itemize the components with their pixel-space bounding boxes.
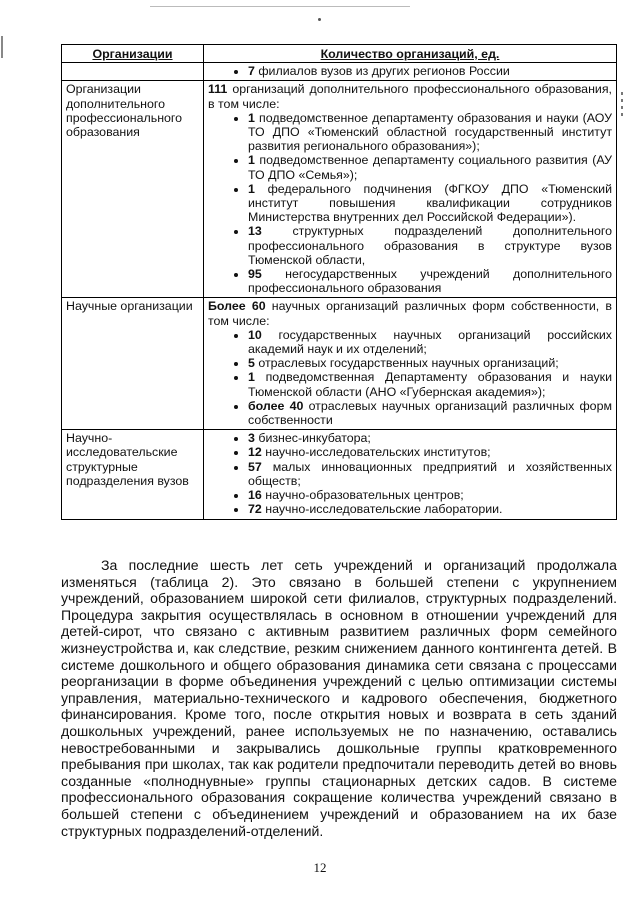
count-cell (204, 63, 617, 81)
scan-edge-mark (1, 36, 3, 58)
bullet-list (208, 64, 612, 78)
table-row (62, 63, 617, 81)
list-item: • 57 малых инновационных предприятий и хозяйственных обществ; (248, 460, 612, 488)
org-name-cell: Организации дополнительного профессионального образования (62, 81, 204, 298)
list-item: • 10 государственных научных организаций российских академий наук и их отделений; (248, 328, 612, 356)
list-item: • 16 научно-образовательных центров; (248, 488, 612, 502)
table-header-row (62, 45, 617, 63)
org-cell-empty (62, 63, 204, 81)
row-intro: Более 60 научных организаций различных форм собственности, в том числе: (208, 299, 612, 328)
row-intro: 111 организаций дополнительного профессионального образования, в том числе: (208, 82, 612, 111)
bullet-list (208, 431, 612, 516)
list-item: • 7 филиалов вузов из других регионов России (248, 64, 612, 78)
list-item: • 72 научно-исследовательские лаборатории. (248, 502, 612, 516)
header-organizations: Организации (62, 45, 204, 63)
scan-margin-dots (621, 92, 623, 118)
count-cell (204, 298, 617, 430)
body-text (61, 557, 617, 839)
header-count: Количество организаций, ед. (204, 45, 617, 63)
list-item: • более 40 отраслевых научных организаций различных форм собственности (248, 399, 612, 427)
count-cell (204, 81, 617, 298)
table-row (62, 298, 617, 430)
org-name-cell: Научно-исследовательские структурные подразделения вузов (62, 430, 204, 519)
list-item: • 5 отраслевых государственных научных организаций; (248, 356, 612, 370)
list-item: • 13 структурных подразделений дополнительного профессионального образования в структуре вузов Тюменской области, (248, 224, 612, 267)
count-cell (204, 430, 617, 519)
organizations-table (61, 44, 617, 520)
table-row (62, 430, 617, 519)
bullet-list (208, 111, 612, 296)
bullet-list (208, 328, 612, 427)
paragraph: За последние шесть лет сеть учреждений и организаций продолжала изменяться (таблица 2). Это связано в большей степени с укрупнением учреждений, образованием широкой сети филиалов, структурных подразделений. Процедура закрытия осуществлялась в основном в отношении учреждений для детей-сирот, что связано с активным развитием различных форм семейного жизнеустройства и, как следствие, резким снижением данного контингента детей. В системе дошкольного и общего образования динамика сети связана с процессами реорганизации в форме объединения учреждений с целью оптимизации системы управления, материально-технического и кадрового обеспечения, бюджетного финансирования. Кроме того, после открытия новых и возврата в сеть зданий дошкольных учреждений, ранее используемых не по назначению, оставались невостребованными и закрывались дошкольные группы кратковременного пребывания при школах, так как родители предпочитали переводить детей во вновь созданные «полноднувные» группы стационарных детских садов. В системе профессионального образования сокращение количества учреждений связано в большей степени с объединением учреждений и образованием на их базе структурных подразделений-отделений. (61, 557, 617, 839)
org-name-cell: Научные организации (62, 298, 204, 430)
list-item: • 1 подведомственное департаменту образования и науки (АОУ ТО ДПО «Тюменский областной государственный институт развития регионального образования»); (248, 111, 612, 154)
table-row (62, 81, 617, 298)
list-item: • 1 подведомственная Департаменту образования и науки Тюменской области (АНО «Губернская академия»); (248, 370, 612, 398)
scan-speck (318, 18, 321, 21)
scan-top-line (150, 6, 410, 7)
list-item: • 12 научно-исследовательских институтов; (248, 445, 612, 459)
list-item: • 95 негосударственных учреждений дополнительного профессионального образования (248, 267, 612, 295)
page-number: 12 (313, 860, 327, 875)
list-item: • 1 федерального подчинения (ФГКОУ ДПО «Тюменский институт повышения квалификации сотрудников Министерства внутренних дел Российской Федерации»). (248, 182, 612, 225)
list-item: • 3 бизнес-инкубатора; (248, 431, 612, 445)
list-item: • 1 подведомственное департаменту социального развития (АУ ТО ДПО «Семья»); (248, 153, 612, 181)
